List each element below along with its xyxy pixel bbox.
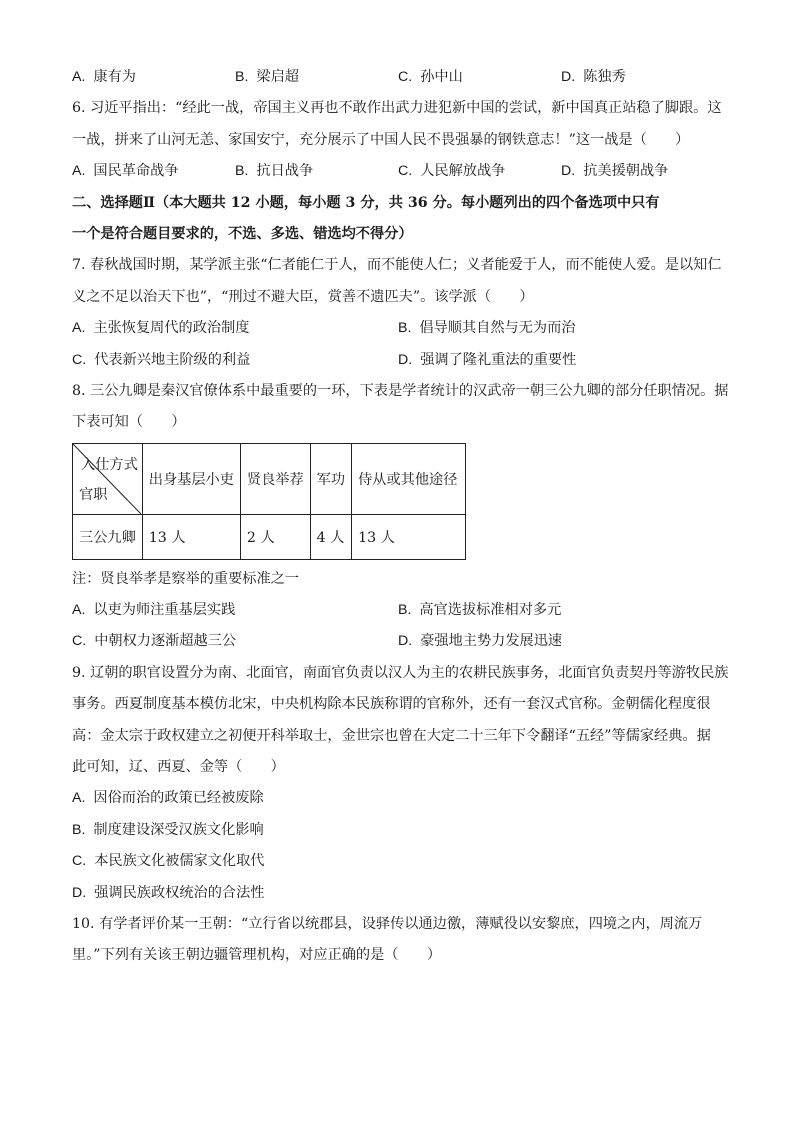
- q8-table-cell: 4 人: [310, 514, 351, 559]
- q7-option-b[interactable]: B. 倡导顺其自然与无为而治: [398, 320, 576, 337]
- q6-option-c[interactable]: C. 人民解放战争: [398, 163, 506, 180]
- q6-options: [72, 156, 724, 187]
- question-7: [72, 250, 724, 376]
- question-10: [72, 909, 724, 972]
- q9-stem-line-1: 9. 辽朝的职官设置分为南、北面官，南面官负责以汉人为主的农耕民族事务，北面官负责契丹等游牧民族: [72, 664, 729, 681]
- q6-option-a[interactable]: A. 国民革命战争: [72, 163, 179, 180]
- q5-option-c[interactable]: C. 孙中山: [398, 69, 463, 85]
- q7-option-a[interactable]: A. 主张恢复周代的政治制度: [72, 320, 250, 337]
- q8-table-row: [73, 514, 466, 559]
- q5-option-d[interactable]: D. 陈独秀: [561, 69, 626, 85]
- q10-stem-line-1: 10. 有学者评价某一王朝：“立行省以统郡县，设驿传以通边徼，薄赋役以安黎庶，四境之内，周流万: [72, 915, 703, 932]
- q9-stem-line-4: 此可知，辽、西夏、金等（ ）: [72, 759, 285, 776]
- q8-option-c[interactable]: C. 中朝权力逐渐超越三公: [72, 633, 237, 650]
- q10-stem-line-2: 里。”下列有关该王朝边疆管理机构，对应正确的是（ ）: [72, 947, 442, 964]
- q8-corner-top: 入仕方式: [81, 456, 138, 473]
- q7-options-row-1: [72, 313, 724, 344]
- q5-option-b[interactable]: B. 梁启超: [235, 69, 299, 85]
- q8-corner-bottom: 官职: [79, 486, 108, 503]
- q8-table-header: 贤良举荐: [240, 443, 310, 514]
- q6-option-b[interactable]: B. 抗日战争: [235, 163, 314, 180]
- q6-option-d[interactable]: D. 抗美援朝战争: [561, 163, 669, 180]
- q8-table-header: 侍从或其他途径: [352, 443, 466, 514]
- exam-page: [72, 62, 729, 972]
- section-2-line-2: 一个是符合题目要求的，不选、多选、错选均不得分）: [72, 225, 413, 242]
- question-6: [72, 93, 724, 187]
- q8-table-cell: 13 人: [142, 514, 240, 559]
- q7-stem-line-2: 义之不足以治天下也”，“刑过不避大臣，赏善不遗匹夫”。该学派（ ）: [72, 288, 534, 305]
- q5-option-a[interactable]: A. 康有为: [72, 69, 136, 85]
- q8-table-corner-cell: [73, 443, 143, 514]
- q6-stem-line-1: 6. 习近平指出：“经此一战，帝国主义再也不敢作出武力进犯新中国的尝试，新中国真正站稳了脚跟。这: [72, 100, 722, 117]
- q8-option-d[interactable]: D. 豪强地主势力发展迅速: [398, 633, 563, 650]
- section-2-line-1: 二、选择题Ⅱ（本大题共 12 小题，每小题 3 分，共 36 分。每小题列出的四个备选项中只有: [72, 194, 660, 211]
- q8-row-label: 三公九卿: [73, 514, 143, 559]
- q8-options-row-2: [72, 626, 724, 657]
- q8-table: [72, 443, 466, 560]
- q9-stem-line-2: 事务。西夏制度基本模仿北宋，中央机构除本民族称谓的官称外，还有一套汉式官称。金朝儒化程度很: [72, 696, 711, 713]
- q8-table-header: 军功: [310, 443, 351, 514]
- q9-option-c[interactable]: C. 本民族文化被儒家文化取代: [72, 853, 265, 870]
- q9-option-d[interactable]: D. 强调民族政权统治的合法性: [72, 884, 265, 901]
- q8-options-row-1: [72, 595, 724, 626]
- q8-option-b[interactable]: B. 高官选拔标准相对多元: [398, 602, 562, 619]
- q9-stem-line-3: 高：金太宗于政权建立之初便开科举取士，金世宗也曾在大定二十三年下令翻译“五经”等儒家经典。据: [72, 727, 711, 744]
- q7-stem-line-1: 7. 春秋战国时期，某学派主张“仁者能仁于人，而不能使人仁；义者能爱于人，而不能使人爱。是以知仁: [72, 257, 722, 274]
- q9-option-a[interactable]: A. 因俗而治的政策已经被废除: [72, 790, 264, 807]
- q9-option-b[interactable]: B. 制度建设深受汉族文化影响: [72, 821, 264, 838]
- section-2-header: [72, 188, 724, 251]
- q8-option-a[interactable]: A. 以吏为师注重基层实践: [72, 602, 236, 619]
- q8-table-cell: 13 人: [352, 514, 466, 559]
- question-8: [72, 376, 729, 658]
- q7-options-row-2: [72, 345, 724, 376]
- q6-stem-line-2: 一战，拼来了山河无恙、家国安宁，充分展示了中国人民不畏强暴的钢铁意志！”这一战是（ ）: [72, 131, 690, 148]
- q8-table-header: 出身基层小吏: [142, 443, 240, 514]
- q5-options: [72, 62, 724, 93]
- q7-option-d[interactable]: D. 强调了隆礼重法的重要性: [398, 351, 577, 368]
- q8-stem-line-2: 下表可知（ ）: [72, 414, 186, 431]
- question-9: [72, 658, 729, 909]
- q7-option-c[interactable]: C. 代表新兴地主阶级的利益: [72, 351, 251, 368]
- q8-table-header-row: [73, 443, 466, 514]
- q8-stem-line-1: 8. 三公九卿是秦汉官僚体系中最重要的一环，下表是学者统计的汉武帝一朝三公九卿的部分任职情况。据: [72, 382, 729, 399]
- q8-table-cell: 2 人: [240, 514, 310, 559]
- q8-note: 注：贤良举孝是察举的重要标准之一: [72, 570, 300, 587]
